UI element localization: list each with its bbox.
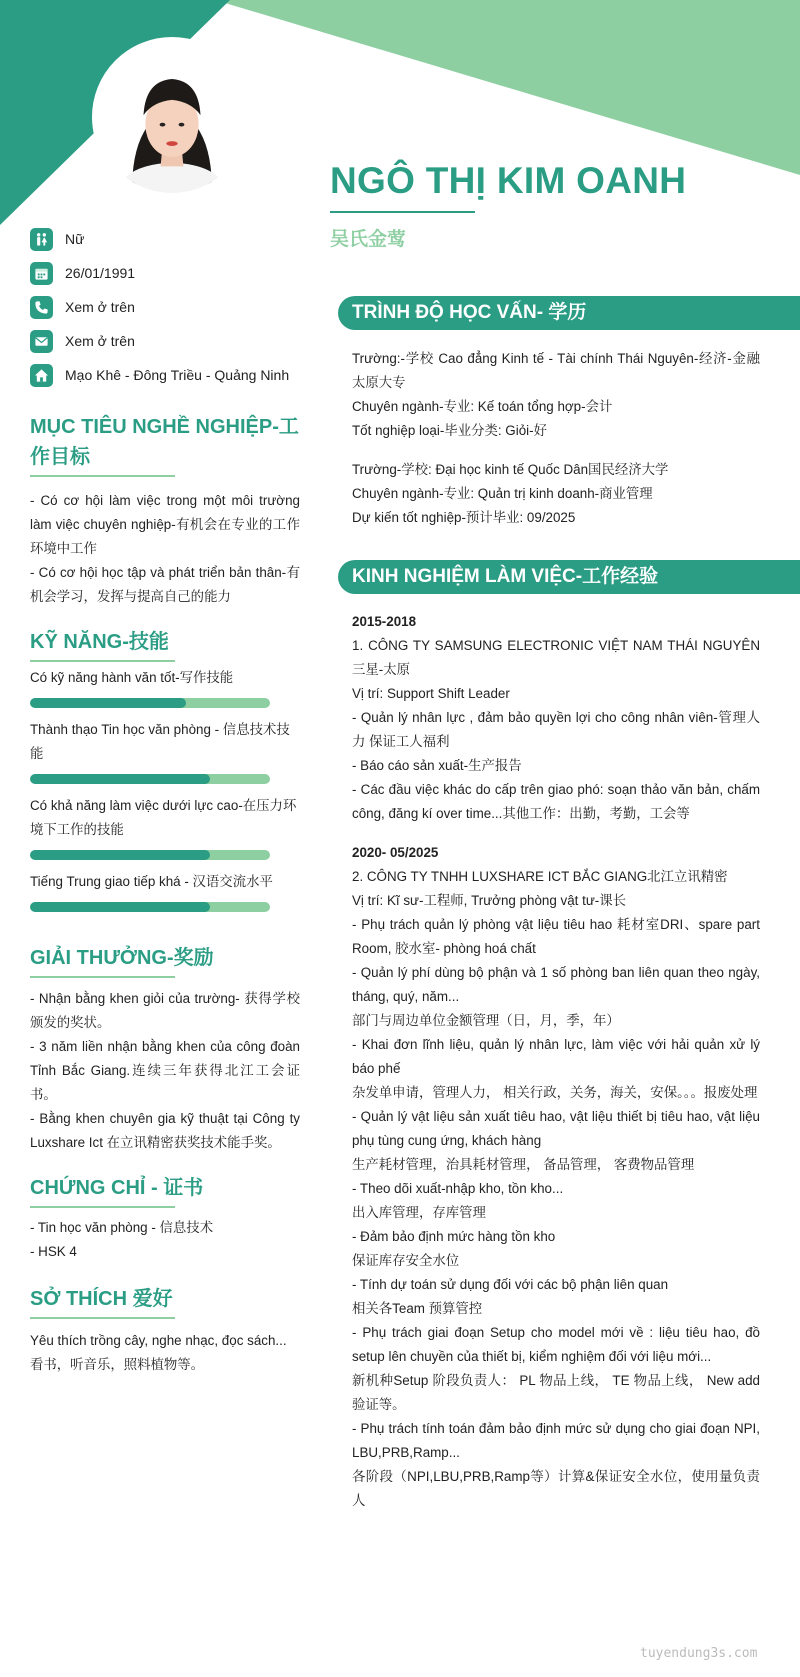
job-period: 2020- 05/2025 — [352, 845, 439, 860]
awards-section — [30, 943, 300, 1155]
calendar-icon — [30, 262, 53, 285]
email-icon — [30, 330, 53, 353]
job-line: - Báo cáo sản xuất-生产报告 — [352, 758, 522, 773]
experience-title: KINH NGHIỆM LÀM VIỆC-工作经验 — [338, 560, 800, 594]
contact-phone-text: Xem ở trên — [65, 299, 135, 315]
awards-title: GIẢI THƯỞNG-奖励 — [30, 947, 214, 969]
job-line: 2. CÔNG TY TNHH LUXSHARE ICT BẮC GIANG北江立讯精密 — [352, 869, 728, 884]
profile-photo — [92, 37, 252, 197]
contact-gender-text: Nữ — [65, 231, 85, 247]
job-line: - Các đầu việc khác do cấp trên giao phó: soạn thảo văn bản, chấm công, đăng kí over time...其他工作：出勤，考勤，工会等 — [352, 782, 760, 821]
objective-line: - Có cơ hội làm việc trong một môi trường làm việc chuyên nghiệp-有机会在专业的工作环境中工作 — [30, 493, 300, 556]
watermark: tuyendung3s.com — [640, 1646, 758, 1661]
certificate-line: - Tin học văn phòng - 信息技术 — [30, 1220, 214, 1235]
skill-name: Có khả năng làm việc dưới lực cao-在压力环境下工作的技能 — [30, 798, 297, 837]
job-line: 各阶段（NPI,LBU,PRB,Ramp等）计算&保证安全水位，使用量负责人 — [352, 1469, 760, 1508]
name-divider — [330, 211, 475, 213]
hobbies-underline — [30, 1317, 175, 1319]
education-line: Trường:-学校 Cao đẳng Kinh tế - Tài chính Thái Nguyên-经济-金融太原大专 — [352, 351, 760, 390]
contact-list — [30, 222, 310, 392]
skills-section — [30, 627, 300, 922]
hobby-line: Yêu thích trồng cây, nghe nhạc, đọc sách... — [30, 1333, 287, 1348]
hobby-line: 看书，听音乐，照料植物等。 — [30, 1357, 205, 1372]
award-line: - Nhận bằng khen giỏi của trường- 获得学校颁发的奖状。 — [30, 991, 300, 1030]
education-line: Dự kiến tốt nghiệp-预计毕业: 09/2025 — [352, 510, 576, 525]
job-entry — [352, 610, 760, 826]
education-title: TRÌNH ĐỘ HỌC VẤN- 学历 — [338, 296, 800, 330]
skill-name: Thành thạo Tin học văn phòng - 信息技术技能 — [30, 722, 290, 761]
certificate-line: - HSK 4 — [30, 1244, 77, 1259]
contact-gender — [30, 222, 310, 256]
contact-email — [30, 324, 310, 358]
education-group — [352, 458, 760, 530]
job-line: 1. CÔNG TY SAMSUNG ELECTRONIC VIỆT NAM THÁI NGUYÊN三星-太原 — [352, 638, 760, 677]
job-period: 2015-2018 — [352, 614, 417, 629]
job-line: 杂发单申请，管理人力， 相关行政，关务，海关，安保。。。报废处理 — [352, 1085, 758, 1100]
skill-item — [30, 794, 300, 860]
job-line: - Đảm bảo định mức hàng tồn kho — [352, 1229, 556, 1244]
award-line: - Bằng khen chuyên gia kỹ thuật tại Công ty Luxshare Ict 在立讯精密获奖技术能手奖。 — [30, 1111, 300, 1150]
award-line: - 3 năm liền nhận bằng khen của công đoàn Tỉnh Bắc Giang.连续三年获得北江工会证书。 — [30, 1039, 300, 1102]
candidate-name-chinese: 吴氏金莺 — [330, 229, 407, 250]
job-line: - Quản lý phí dùng bộ phận và 1 số phòng ban liên quan theo ngày, tháng, quý, năm... — [352, 965, 760, 1004]
skill-name: Tiếng Trung giao tiếp khá - 汉语交流水平 — [30, 874, 273, 889]
hobbies-section — [30, 1284, 300, 1377]
awards-underline — [30, 976, 175, 978]
contact-address — [30, 358, 310, 392]
gender-icon — [30, 228, 53, 251]
certificates-section — [30, 1173, 300, 1264]
education-line: Tốt nghiệp loại-毕业分类: Giỏi-好 — [352, 423, 547, 438]
skill-item — [30, 666, 300, 708]
skill-name: Có kỹ năng hành văn tốt-写作技能 — [30, 670, 234, 685]
skill-item — [30, 718, 300, 784]
job-line: - Theo dõi xuất-nhập kho, tồn kho... — [352, 1181, 564, 1196]
skill-bar-fill — [30, 698, 186, 708]
job-line: 部门与周边单位金额管理（日，月，季，年） — [352, 1013, 620, 1028]
job-line: Vị trí: Support Shift Leader — [352, 686, 510, 701]
contact-birthday — [30, 256, 310, 290]
job-line: - Quản lý vật liệu sản xuất tiêu hao, vật liệu thiết bị tiêu hao, vật liệu phụ tùng cung ứng, khách hàng — [352, 1109, 760, 1148]
home-icon — [30, 364, 53, 387]
skill-bar-fill — [30, 850, 210, 860]
education-block — [352, 347, 760, 530]
contact-address-text: Mạo Khê - Đông Triều - Quảng Ninh — [65, 367, 290, 383]
objective-section — [30, 412, 300, 609]
skill-bar — [30, 774, 270, 784]
experience-block — [352, 610, 760, 1513]
job-line: 生产耗材管理，治具耗材管理， 备品管理， 客费物品管理 — [352, 1157, 695, 1172]
job-entry — [352, 841, 760, 1513]
hobbies-title: SỞ THÍCH 爱好 — [30, 1288, 173, 1310]
skill-bar — [30, 902, 270, 912]
job-line: 出入库管理，存库管理 — [352, 1205, 486, 1220]
objective-title: MỤC TIÊU NGHỀ NGHIỆP-工作目标 — [30, 416, 299, 468]
objective-underline — [30, 475, 175, 477]
skill-bar — [30, 850, 270, 860]
skill-bar-fill — [30, 774, 210, 784]
job-line: - Tính dự toán sử dụng đối với các bộ phận liên quan — [352, 1277, 669, 1292]
skill-bar — [30, 698, 270, 708]
job-line: - Phụ trách quản lý phòng vật liệu tiêu hao 耗材室DRI、spare part Room, 胶水室- phòng hoá chất — [352, 917, 760, 956]
skill-item — [30, 870, 300, 912]
skills-title: KỸ NĂNG-技能 — [30, 631, 169, 653]
contact-birthday-text: 26/01/1991 — [65, 265, 136, 281]
job-line: - Khai đơn lĩnh liệu, quản lý nhân lực, làm việc với hải quản xử lý báo phế — [352, 1037, 760, 1076]
contact-email-text: Xem ở trên — [65, 333, 135, 349]
education-line: Trường-学校: Đại học kinh tế Quốc Dân国民经济大学 — [352, 462, 669, 477]
contact-phone — [30, 290, 310, 324]
job-line: - Quản lý nhân lực , đảm bảo quyền lợi cho công nhân viên-管理人力 保证工人福利 — [352, 710, 760, 749]
job-line: 相关各Team 预算管控 — [352, 1301, 483, 1316]
certificates-title: CHỨNG CHỈ - 证书 — [30, 1177, 204, 1199]
candidate-name: NGÔ THỊ KIM OANH — [330, 160, 687, 201]
education-line: Chuyên ngành-专业: Kế toán tổng hợp-会计 — [352, 399, 613, 414]
skill-bar-fill — [30, 902, 210, 912]
objective-line: - Có cơ hội học tập và phát triển bản thân-有机会学习，发挥与提高自己的能力 — [30, 565, 300, 604]
job-line: - Phụ trách tính toán đảm bảo định mức sử dụng cho giai đoạn NPI, LBU,PRB,Ramp... — [352, 1421, 760, 1460]
education-line: Chuyên ngành-专业: Quản trị kinh doanh-商业管理 — [352, 486, 653, 501]
job-line: - Phụ trách giai đoạn Setup cho model mới về : liệu tiêu hao, đồ setup lên chuyền của thiết bị, kiểm nghiệm đối với liệu mới... — [352, 1325, 760, 1364]
education-group — [352, 347, 760, 443]
job-line: 新机种Setup 阶段负责人： PL 物品上线， TE 物品上线， New add 验证等。 — [352, 1373, 760, 1412]
job-line: Vị trí: Kĩ sư-工程师, Trưởng phòng vật tư-课长 — [352, 893, 627, 908]
phone-icon — [30, 296, 53, 319]
skills-underline — [30, 660, 175, 662]
certificates-underline — [30, 1206, 175, 1208]
job-line: 保证库存安全水位 — [352, 1253, 460, 1268]
